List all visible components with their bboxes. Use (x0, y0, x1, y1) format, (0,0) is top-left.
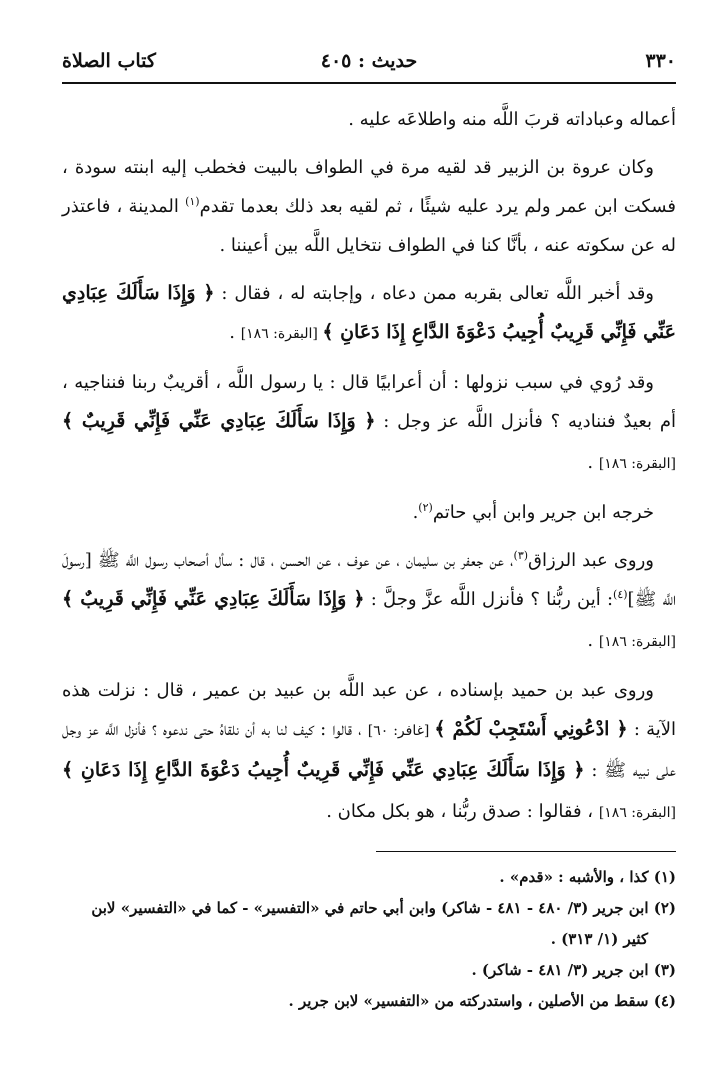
footnote-marker[interactable]: (١) (185, 195, 200, 208)
paragraph-2 (62, 148, 676, 265)
paragraph-text: أعماله وعباداته قربَ اللَّه منه واطلاعَه عليه . (348, 109, 676, 130)
footnote-marker[interactable]: (٤) (613, 588, 628, 601)
main-text (62, 100, 676, 833)
quran-verse: ﴿ وَإِذَا سَأَلَكَ عِبَادِي عَنِّي فَإِنِّي قَرِيبٌ أُجِيبُ دَعْوَةَ الدَّاعِ إِذَا دَعَانِ ﴾ (62, 282, 676, 343)
footnote-3: (٣) ابن جرير (٣/ ٤٨١ - شاكر) . (471, 961, 676, 979)
footnote-4: (٤) سقط من الأصلين ، واستدركته من «التفسير» لابن جرير . (288, 992, 676, 1010)
quran-verse: ﴿ ادْعُونِي أَسْتَجِبْ لَكُمْ ﴾ (434, 718, 628, 740)
book-title: كتاب الصلاة (62, 50, 156, 72)
paragraph-text: . (587, 630, 599, 651)
paragraph-3 (62, 274, 676, 354)
footnotes (62, 862, 676, 1017)
book-page (62, 40, 676, 1051)
footnote-2-continued: كثير (١/ ٣١٣) . (550, 930, 648, 948)
verse-reference: [البقرة: ١٨٦] (598, 634, 676, 650)
hadith-label: حديث : ٤٠٥ (320, 50, 418, 72)
footnote-2: (٢) ابن جرير (٣/ ٤٨٠ - ٤٨١ - شاكر) وابن أبي حاتم في «التفسير» - كما في «التفسير» لابن (91, 899, 676, 917)
paragraph-text: وكان عروة بن الزبير قد لقيه مرة في الطواف بالبيت فخطب إليه ابنته سودة ، فسكت ابن عمر ولم يرد عليه شيئًا ، ثم لقيه بعد ذلك بعدما تقدم (62, 157, 676, 217)
verse-reference: [البقرة: ١٨٦] (598, 456, 676, 472)
verse-reference: [البقرة: ١٨٦] (598, 805, 676, 821)
footnote-marker[interactable]: (٣) (513, 549, 529, 562)
paragraph-text: . (229, 322, 241, 343)
paragraph-text: وروى عبد الرزاق (528, 550, 654, 571)
footnote-1: (١) كذا ، والأشبه : «قدم» . (499, 868, 676, 886)
verse-reference: [البقرة: ١٨٦] (240, 326, 323, 342)
paragraph-7 (62, 671, 676, 833)
paragraph-text: : أين ربُّنا ؟ فأنزل اللَّه عزَّ وجلَّ : (364, 589, 614, 610)
paragraph-text: خرجه ابن جرير وابن أبي حاتم (432, 502, 654, 523)
paragraph-5 (62, 493, 676, 532)
footnote-divider (376, 851, 676, 852)
paragraph-1 (62, 100, 676, 139)
quran-verse: ﴿ وَإِذَا سَأَلَكَ عِبَادِي عَنِّي فَإِنِّي قَرِيبٌ ﴾ (62, 410, 376, 432)
paragraph-text: ، قالوا : كيف لنا به أن نلقاهُ حتى ندعوه ؟ فأنزل اللَّه عز وجل على نبيه ﷺ : (62, 719, 676, 781)
paragraph-text: . (412, 502, 419, 523)
paragraph-4 (62, 363, 676, 484)
paragraph-text: وروى عبد بن حميد بإسناده ، عن عبد اللَّه بن عبيد بن عمير ، قال : نزلت هذه الآية : (62, 680, 676, 740)
quran-verse: ﴿ وَإِذَا سَأَلَكَ عِبَادِي عَنِّي فَإِنِّي قَرِيبٌ ﴾ (62, 588, 365, 610)
paragraph-text: وقد أخبر اللَّه تعالى بقربه ممن دعاه ، وإجابته له ، فقال : (214, 283, 655, 304)
page-number: ٣٣٠ (645, 50, 676, 72)
page-header (62, 40, 676, 84)
paragraph-text: ، فقالوا : صدق ربُّنا ، هو بكل مكان . (326, 801, 599, 822)
paragraph-text: ، عن جعفر بن سليمان ، عن عوف ، عن الحسن ، قال : سأل أصحاب رسول اللَّه ﷺ [رسولَ اللَّه ﷺ] (62, 550, 677, 610)
footnote-marker[interactable]: (٢) (418, 501, 433, 514)
paragraph-text: وقد رُوي في سبب نزولها : أن أعرابيًا قال : يا رسول اللَّه ، أقريبٌ ربنا فنناجيه ، أم بعيدٌ فنناديه ؟ فأنزل اللَّه عز وجل : (62, 372, 676, 432)
paragraph-6 (62, 541, 676, 662)
paragraph-text: . (587, 452, 599, 473)
paragraph-text: المدينة ، فاعتذر له عن سكوته عنه ، بأنَّا كنا في الطواف نتخايل اللَّه بين أعيننا . (62, 196, 676, 256)
verse-reference: [غافر: ٦٠] (367, 723, 435, 739)
quran-verse: ﴿ وَإِذَا سَأَلَكَ عِبَادِي عَنِّي فَإِنِّي قَرِيبٌ أُجِيبُ دَعْوَةَ الدَّاعِ إِذَا دَعَانِ ﴾ (62, 759, 585, 781)
